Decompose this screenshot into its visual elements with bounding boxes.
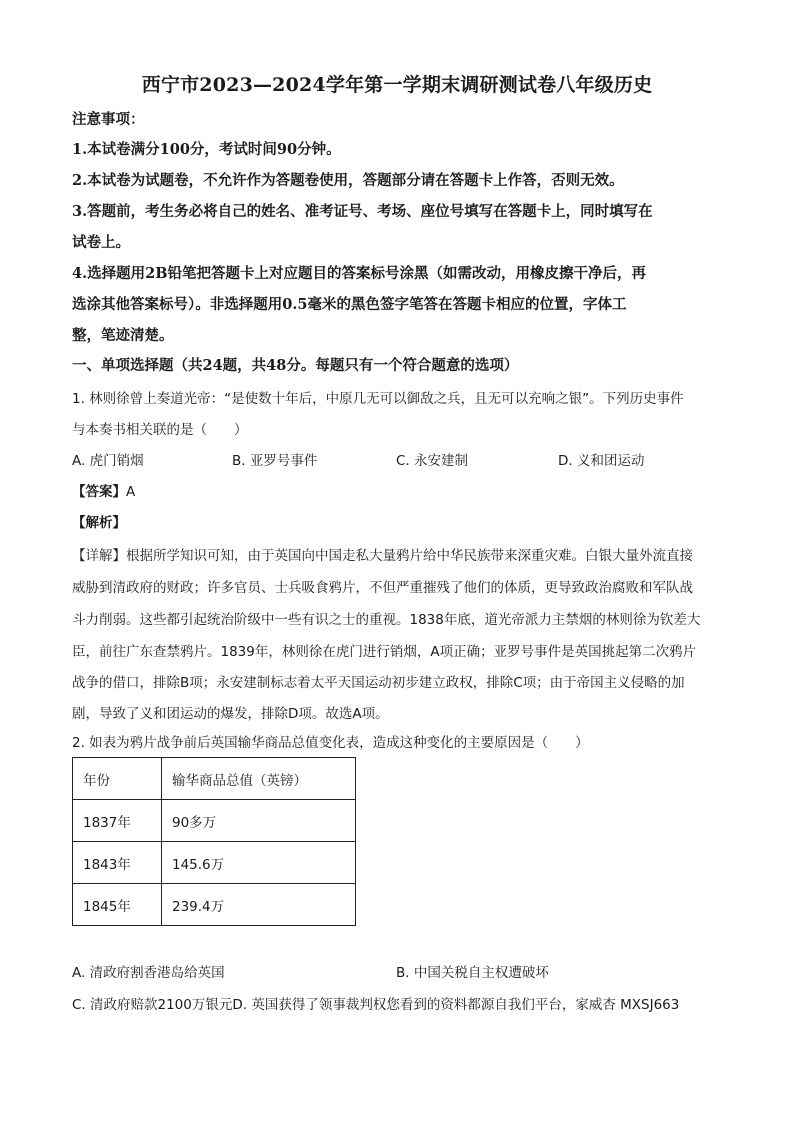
- q1-detail-line: 臣，前往广东查禁鸦片。1839年，林则徐在虎门进行销烟，A项正确；亚罗号事件是英国挑起第二次鸦片: [72, 644, 697, 660]
- q1-analysis-tag: 【解析】: [72, 515, 126, 531]
- notice-heading: 注意事项：: [72, 111, 145, 128]
- q2-option-a: A. 清政府割香港岛给英国: [72, 965, 225, 981]
- notice-item: 试卷上。: [72, 234, 130, 251]
- q1-option-d: D. 义和团运动: [558, 453, 645, 469]
- notice-item: 整，笔迹清楚。: [72, 327, 174, 344]
- table-row: [73, 842, 356, 884]
- table-cell: 1843年: [73, 842, 162, 884]
- table-header-cell: 年份: [73, 758, 162, 800]
- table-cell: 1837年: [73, 800, 162, 842]
- table-row: [73, 884, 356, 926]
- notice-item: 3.答题前，考生务必将自己的姓名、准考证号、考场、座位号填写在答题卡上，同时填写在: [72, 203, 653, 220]
- q2-option-b: B. 中国关税自主权遭破坏: [396, 965, 549, 981]
- table-header-row: [73, 758, 356, 800]
- q1-detail-line: 剧，导致了义和团运动的爆发，排除D项。故选A项。: [72, 706, 389, 722]
- q1-detail-line: 威胁到清政府的财政；许多官员、士兵吸食鸦片，不但严重摧残了他们的体质，更导致政治腐败和军队战: [72, 580, 693, 596]
- notice-item: 4.选择题用2B铅笔把答题卡上对应题目的答案标号涂黑（如需改动，用橡皮擦干净后，再: [72, 265, 646, 282]
- table-cell: 239.4万: [162, 884, 356, 926]
- q1-option-c: C. 永安建制: [396, 453, 469, 469]
- section-heading: 一、单项选择题（共24题，共48分。每题只有一个符合题意的选项）: [72, 357, 519, 374]
- q1-detail-line: 战争的借口，排除B项；永安建制标志着太平天国运动初步建立政权，排除C项；由于帝国主义侵略的加: [72, 675, 685, 691]
- answer-tag: 【答案】: [72, 484, 126, 500]
- q1-answer: [72, 482, 732, 502]
- table-header-cell: 输华商品总值（英镑）: [162, 758, 356, 800]
- q1-detail-line: 斗力削弱。这些都引起统治阶级中一些有识之士的重视。1838年底，道光帝派力主禁烟的林则徐为钦差大: [72, 612, 701, 628]
- notice-item: 2.本试卷为试题卷，不允许作为答题卷使用，答题部分请在答题卡上作答，否则无效。: [72, 172, 624, 189]
- q1-detail-line: 【详解】根据所学知识可知，由于英国向中国走私大量鸦片给中华民族带来深重灾难。白银大量外流直接: [72, 548, 693, 564]
- q1-option-a: A. 虎门销烟: [72, 453, 144, 469]
- q2-options-c-d: C. 清政府赔款2100万银元D. 英国获得了领事裁判权您看到的资料都源自我们平台，家威杏 MXSJ663: [72, 997, 680, 1013]
- table-cell: 1845年: [73, 884, 162, 926]
- question-1-stem: 1. 林则徐曾上奏道光帝：“是使数十年后，中原几无可以御敌之兵，且无可以充响之银”。下列历史事件: [72, 391, 684, 407]
- page-title: 西宁市2023—2024学年第一学期末调研测试卷八年级历史: [141, 74, 653, 96]
- table-row: [73, 800, 356, 842]
- table-cell: 145.6万: [162, 842, 356, 884]
- notice-item: 1.本试卷满分100分，考试时间90分钟。: [72, 141, 341, 158]
- question-1-stem: 与本奏书相关联的是（ ）: [72, 422, 248, 438]
- q1-option-b: B. 亚罗号事件: [232, 453, 318, 469]
- answer-value: A: [126, 484, 136, 500]
- question-2-stem: 2. 如表为鸦片战争前后英国输华商品总值变化表，造成这种变化的主要原因是（ ）: [72, 735, 589, 751]
- notice-item: 选涂其他答案标号）。非选择题用0.5毫米的黑色签字笔答在答题卡相应的位置，字体工: [72, 296, 627, 313]
- table-cell: 90多万: [162, 800, 356, 842]
- export-value-table: [72, 757, 356, 926]
